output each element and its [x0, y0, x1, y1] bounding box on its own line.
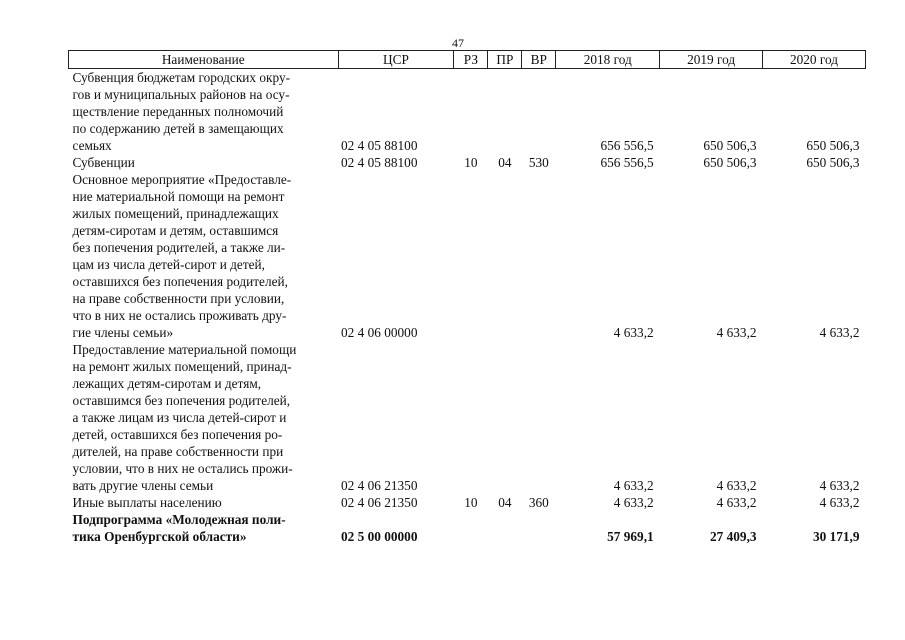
cell-pr: 04 [498, 155, 512, 170]
cell-csr: 02 5 00 00000 [341, 529, 418, 544]
header-pr: ПР [488, 51, 522, 69]
table-row [69, 154, 866, 171]
name-line: цам из числа детей-сирот и детей, [72, 257, 265, 272]
cell-2019: 650 506,3 [703, 155, 757, 170]
name-line: вать другие члены семьи [72, 478, 214, 493]
cell-2020: 650 506,3 [806, 155, 860, 170]
cell-csr: 02 4 05 88100 [341, 138, 418, 153]
name-line: лежащих детям-сиротам и детям, [72, 376, 262, 391]
name-line: ние материальной помощи на ремонт [72, 189, 285, 204]
header-vr: ВР [522, 51, 556, 69]
name-line: гов и муниципальных районов на осу- [72, 87, 290, 102]
name-line: по содержанию детей в замещающих [72, 121, 284, 136]
cell-pr: 04 [498, 495, 512, 510]
cell-2018: 4 633,2 [613, 495, 654, 510]
cell-2020: 4 633,2 [819, 495, 860, 510]
name-line: условии, что в них не остались прожи- [72, 461, 293, 476]
name-line: Субвенции [72, 155, 135, 170]
table-row [69, 171, 866, 341]
cell-2020: 4 633,2 [819, 325, 860, 340]
cell-2019: 4 633,2 [716, 325, 757, 340]
header-2018: 2018 год [556, 51, 660, 69]
cell-csr: 02 4 06 21350 [341, 495, 418, 510]
cell-vr: 360 [528, 495, 549, 510]
name-line: дителей, на праве собственности при [72, 444, 284, 459]
cell-name [69, 69, 339, 155]
cell-2020: 650 506,3 [806, 138, 860, 153]
cell-2019: 4 633,2 [716, 495, 757, 510]
name-line: Предоставление материальной помощи [72, 342, 297, 357]
cell-2019: 4 633,2 [716, 478, 757, 493]
name-line: Субвенция бюджетам городских окру- [72, 70, 291, 85]
cell-2019: 650 506,3 [703, 138, 757, 153]
cell-name [69, 171, 339, 341]
name-line: тика Оренбургской области» [72, 529, 247, 544]
cell-vr: 530 [528, 155, 549, 170]
name-line: ществление переданных полномочий [72, 104, 284, 119]
cell-vr [522, 171, 556, 341]
header-rz: РЗ [454, 51, 488, 69]
cell-csr: 02 4 06 00000 [341, 325, 418, 340]
name-line: на праве собственности при условии, [72, 291, 285, 306]
name-line: Основное мероприятие «Предоставле- [72, 172, 292, 187]
table-header [69, 51, 866, 69]
cell-vr [522, 511, 556, 545]
cell-rz [454, 69, 488, 155]
cell-2018: 656 556,5 [600, 138, 654, 153]
cell-name [69, 511, 339, 545]
cell-pr [488, 511, 522, 545]
name-line: без попечения родителей, а также ли- [72, 240, 286, 255]
table-row [69, 494, 866, 511]
name-line: детей, оставшихся без попечения ро- [72, 427, 283, 442]
cell-2020: 4 633,2 [819, 478, 860, 493]
cell-rz: 10 [464, 495, 478, 510]
cell-rz [454, 511, 488, 545]
cell-pr [488, 69, 522, 155]
table-row [69, 341, 866, 494]
name-line: гие члены семьи» [72, 325, 174, 340]
cell-2018: 4 633,2 [613, 478, 654, 493]
header-2020: 2020 год [763, 51, 866, 69]
name-line: семьях [72, 138, 112, 153]
budget-table [68, 50, 866, 545]
name-line: на ремонт жилых помещений, принад- [72, 359, 292, 374]
cell-name [69, 494, 339, 511]
table-body [69, 69, 866, 546]
cell-2018: 4 633,2 [613, 325, 654, 340]
name-line: что в них не остались проживать дру- [72, 308, 287, 323]
name-line: оставшимся без попечения родителей, [72, 393, 291, 408]
name-line: оставшихся без попечения родителей, [72, 274, 288, 289]
cell-pr [488, 341, 522, 494]
cell-2018: 656 556,5 [600, 155, 654, 170]
cell-rz [454, 341, 488, 494]
header-name: Наименование [69, 51, 339, 69]
cell-csr: 02 4 05 88100 [341, 155, 418, 170]
table-row [69, 69, 866, 155]
cell-2018: 57 969,1 [607, 529, 654, 544]
cell-2019: 27 409,3 [710, 529, 757, 544]
cell-name [69, 341, 339, 494]
cell-rz: 10 [464, 155, 478, 170]
header-csr: ЦСР [338, 51, 454, 69]
cell-name [69, 154, 339, 171]
cell-pr [488, 171, 522, 341]
page-number: 47 [452, 36, 464, 50]
name-line: детям-сиротам и детям, оставшимся [72, 223, 279, 238]
header-2019: 2019 год [660, 51, 763, 69]
cell-csr: 02 4 06 21350 [341, 478, 418, 493]
name-line: Иные выплаты населению [72, 495, 222, 510]
cell-vr [522, 341, 556, 494]
name-line: а также лицам из числа детей-сирот и [72, 410, 287, 425]
cell-2020: 30 171,9 [812, 529, 860, 544]
name-line: Подпрограмма «Молодежная поли- [72, 512, 286, 527]
name-line: жилых помещений, принадлежащих [72, 206, 279, 221]
table-row [69, 511, 866, 545]
cell-rz [454, 171, 488, 341]
cell-vr [522, 69, 556, 155]
